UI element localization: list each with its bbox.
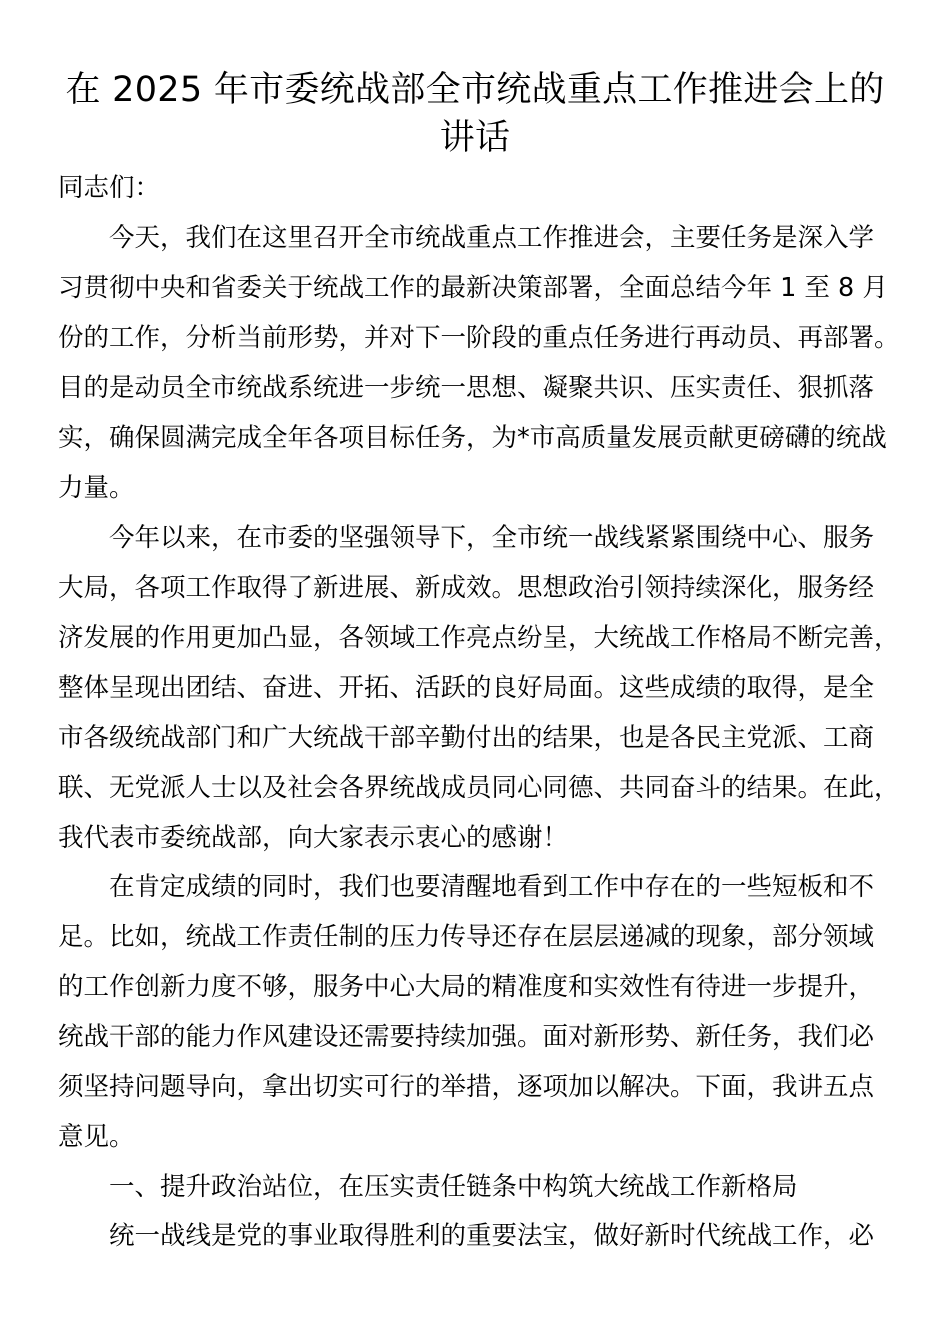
- paragraph-line: 济发展的作用更加凸显，各领域工作亮点纷呈，大统战工作格局不断完善，: [58, 623, 900, 653]
- paragraph-line: 我代表市委统战部，向大家表示衷心的感谢！: [58, 823, 569, 853]
- paragraph-line: 力量。: [58, 473, 135, 503]
- paragraph-line: 目的是动员全市统战系统进一步统一思想、凝聚共识、压实责任、狠抓落: [58, 373, 875, 403]
- paragraph-line: 意见。: [58, 1122, 135, 1152]
- paragraph-line: 足。比如，统战工作责任制的压力传导还存在层层递减的现象，部分领域: [58, 922, 875, 952]
- paragraph-line: 份的工作，分析当前形势，并对下一阶段的重点任务进行再动员、再部署。: [58, 323, 900, 353]
- paragraph-line: 联、无党派人士以及社会各界统战成员同心同德、共同奋斗的结果。在此，: [58, 773, 900, 803]
- paragraph-line: 今天，我们在这里召开全市统战重点工作推进会，主要任务是深入学: [109, 223, 875, 253]
- paragraph-line: 大局，各项工作取得了新进展、新成效。思想政治引领持续深化，服务经: [58, 573, 875, 603]
- paragraph-line: 整体呈现出团结、奋进、开拓、活跃的良好局面。这些成绩的取得，是全: [58, 673, 875, 703]
- document-title-line-1: 在 2025 年市委统战部全市统战重点工作推进会上的: [65, 70, 885, 110]
- paragraph-line: 统一战线是党的事业取得胜利的重要法宝，做好新时代统战工作，必: [109, 1221, 875, 1251]
- paragraph-line: 在肯定成绩的同时，我们也要清醒地看到工作中存在的一些短板和不: [109, 872, 875, 902]
- paragraph-line: 统战干部的能力作风建设还需要持续加强。面对新形势、新任务，我们必: [58, 1022, 875, 1052]
- paragraph-line: 习贯彻中央和省委关于统战工作的最新决策部署，全面总结今年 1 至 8 月: [58, 273, 888, 303]
- paragraph-line: 须坚持问题导向，拿出切实可行的举措，逐项加以解决。下面，我讲五点: [58, 1072, 875, 1102]
- paragraph-line: 市各级统战部门和广大统战干部辛勤付出的结果，也是各民主党派、工商: [58, 723, 875, 753]
- paragraph-line: 实，确保圆满完成全年各项目标任务，为*市高质量发展贡献更磅礴的统战: [58, 423, 887, 453]
- document-title-line-2: 讲话: [439, 118, 511, 158]
- paragraph-line: 今年以来，在市委的坚强领导下，全市统一战线紧紧围绕中心、服务: [109, 523, 875, 553]
- section-heading: 一、提升政治站位，在压实责任链条中构筑大统战工作新格局: [109, 1172, 798, 1202]
- salutation: 同志们：: [58, 173, 161, 203]
- paragraph-line: 的工作创新力度不够，服务中心大局的精准度和实效性有待进一步提升，: [58, 972, 875, 1002]
